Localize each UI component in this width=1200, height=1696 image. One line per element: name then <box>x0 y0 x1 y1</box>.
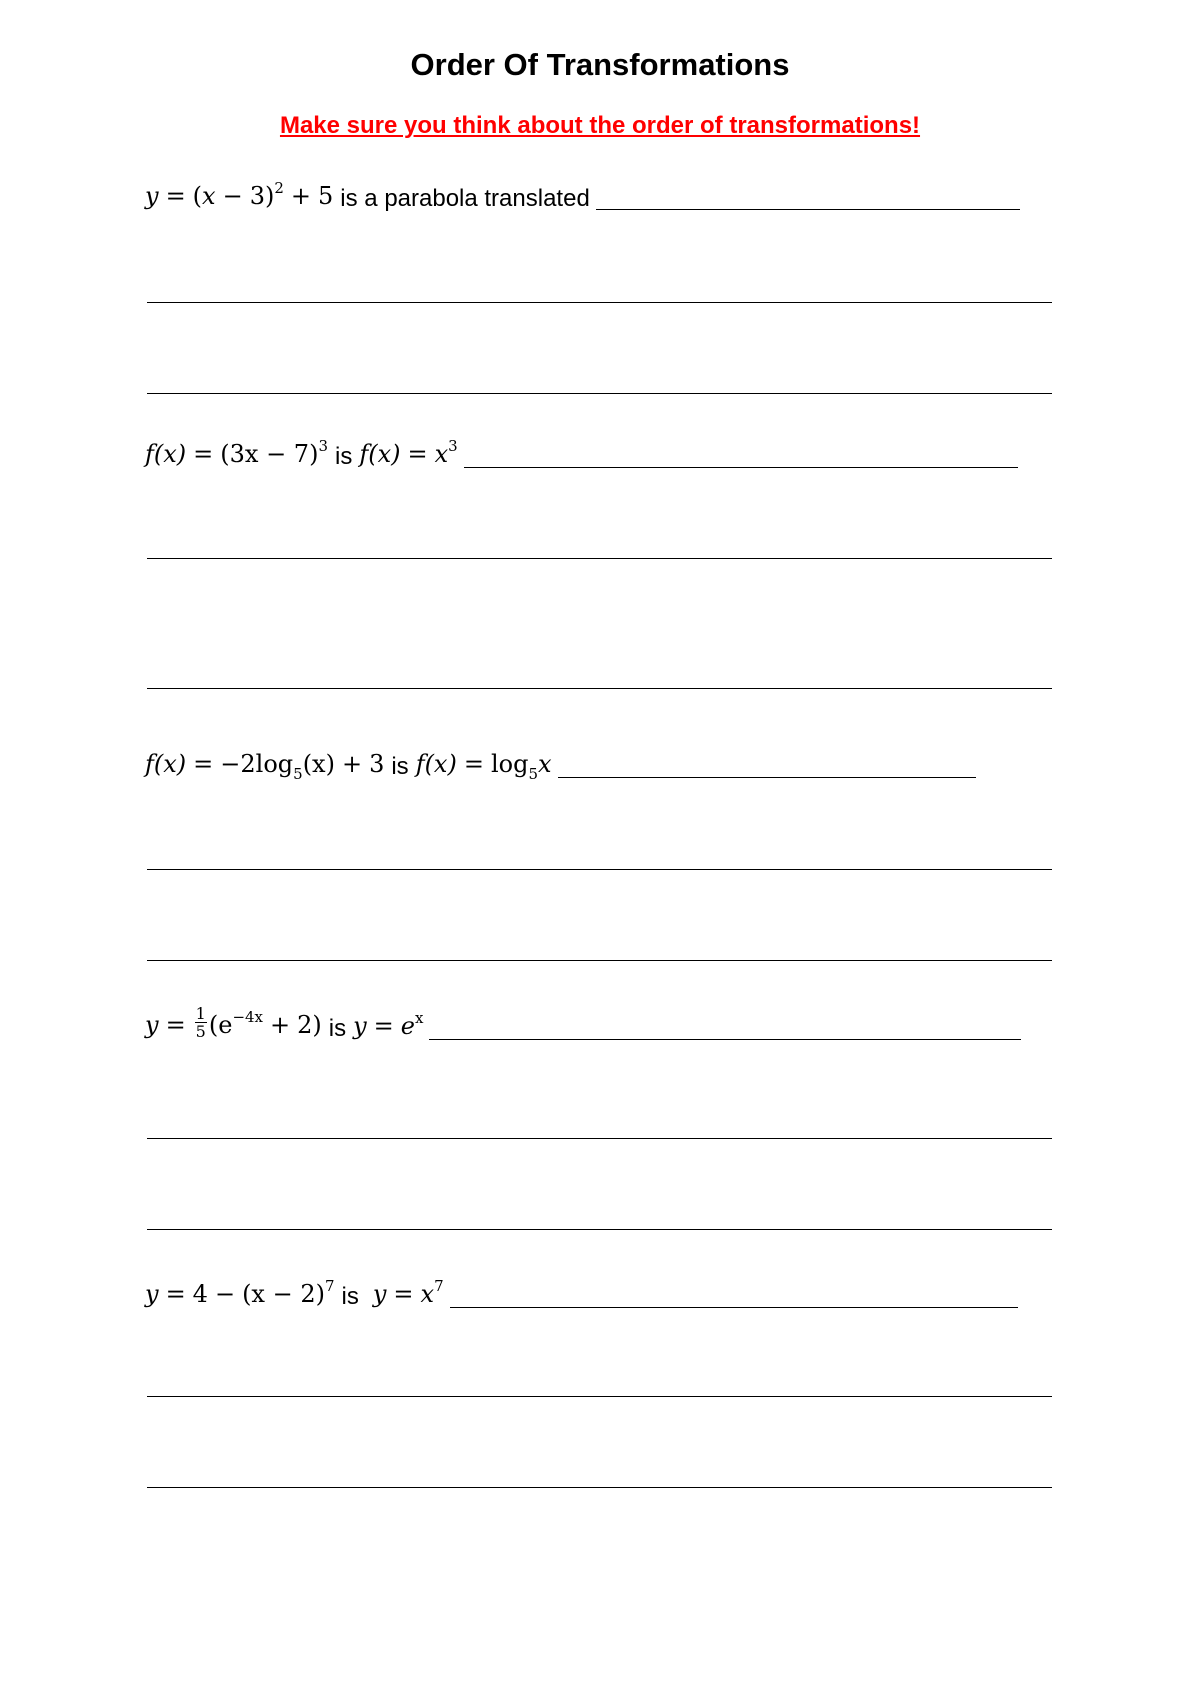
q1-expression: $y = (x - 3)^2 + 5$ <box>145 179 334 210</box>
page-title: Order Of Transformations <box>410 47 790 82</box>
q2-expression: $f(x) = (3x - 7)^3$ <box>145 437 328 468</box>
q5-answer-line-2[interactable] <box>147 1396 1052 1397</box>
q2-answer-line-3[interactable] <box>147 688 1052 689</box>
q4-answer-line[interactable] <box>429 1039 1021 1040</box>
q4-base-function: $y = e^x$ <box>353 1009 424 1040</box>
q2-is: is <box>334 443 353 470</box>
q3-answer-line[interactable] <box>558 777 976 778</box>
q5-answer-line-3[interactable] <box>147 1487 1052 1488</box>
q5-base-function: $y = x^7$ <box>372 1277 444 1308</box>
q1-answer-line[interactable] <box>596 209 1020 210</box>
q1-answer-line-3[interactable] <box>147 393 1052 394</box>
q3-expression: $f(x) = -2\log_5(x) + 3$ <box>145 750 385 783</box>
q2-answer-line-2[interactable] <box>147 558 1052 559</box>
q3-answer-line-2[interactable] <box>147 869 1052 870</box>
question-2 <box>145 436 1018 472</box>
q1-answer-line-2[interactable] <box>147 302 1052 303</box>
question-5 <box>145 1276 1018 1312</box>
q5-expression: $y = 4 - (x - 2)^7$ <box>145 1277 335 1308</box>
q4-answer-line-3[interactable] <box>147 1229 1052 1230</box>
q3-answer-line-3[interactable] <box>147 960 1052 961</box>
q3-is: is <box>391 753 409 780</box>
q4-expression: y = $\frac{1}{5}$ $(e^{-4x} + 2)$ <box>145 1004 322 1041</box>
q2-answer-line[interactable] <box>464 467 1018 468</box>
q1-text: is a parabola translated <box>340 185 590 212</box>
question-1 <box>145 178 1020 214</box>
q5-answer-line[interactable] <box>450 1307 1018 1308</box>
q4-fraction: $\frac{1}{5}$ <box>195 1004 206 1041</box>
q4-is: is <box>328 1015 347 1042</box>
q3-base-function: $f(x) = \log_5x$ <box>415 750 552 783</box>
instruction-subtitle: Make sure you think about the order of transformations! <box>279 112 921 139</box>
question-4 <box>145 1004 1021 1044</box>
q5-is: is <box>341 1283 359 1310</box>
q4-answer-line-2[interactable] <box>147 1138 1052 1139</box>
q2-base-function: $f(x) = x^3$ <box>359 437 458 468</box>
question-3 <box>145 746 976 782</box>
